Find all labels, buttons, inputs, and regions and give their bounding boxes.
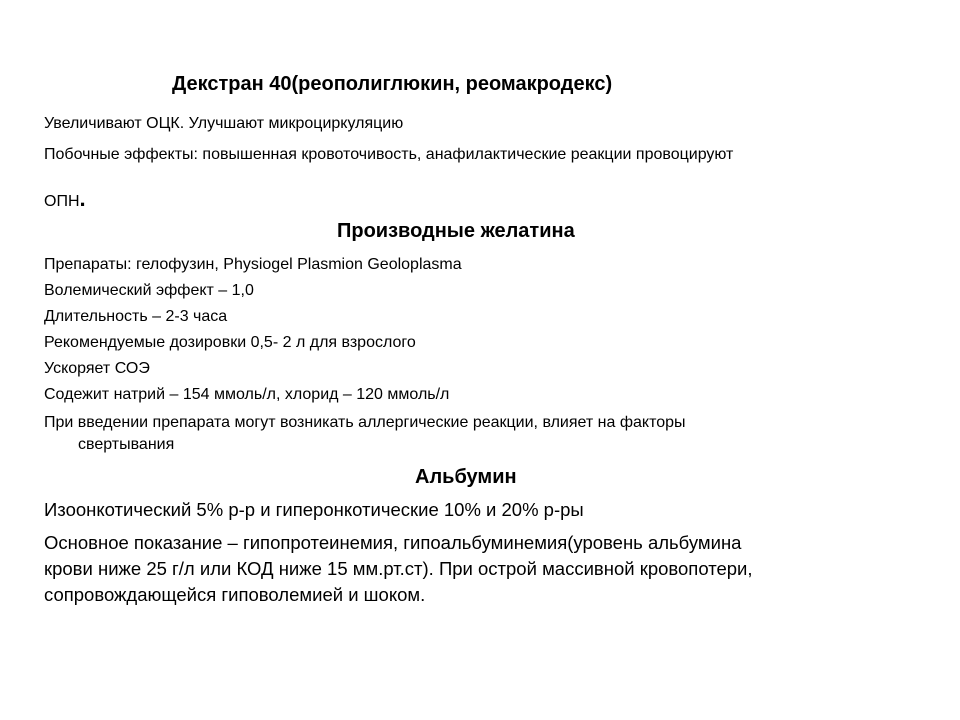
dextran-line-3-dot: . bbox=[79, 186, 86, 211]
albumin-line-1: Изоонкотический 5% р-р и гиперонкотические 10% и 20% р-ры bbox=[44, 499, 584, 520]
albumin-para-line-3: сопровождающейся гиповолемией и шоком. bbox=[44, 584, 426, 605]
dextran-line-3-text: ОПН bbox=[44, 193, 80, 210]
gelatin-item: Препараты: гелофузин, Physiogel Plasmion Geoloplasma bbox=[44, 256, 462, 273]
dextran-line-1: Увеличивают ОЦК. Улучшают микроциркуляцию bbox=[44, 115, 404, 132]
dextran-line-2: Побочные эффекты: повышенная кровоточивость, анафилактические реакции провоцируют bbox=[44, 146, 734, 163]
gelatin-item: Содежит натрий – 154 ммоль/л, хлорид – 120 ммоль/л bbox=[44, 386, 450, 403]
dextran-title: Декстран 40(реополиглюкин, реомакродекс) bbox=[172, 73, 613, 95]
gelatin-item-last-line-2: свертывания bbox=[78, 436, 175, 453]
gelatin-item: Ускоряет СОЭ bbox=[44, 360, 150, 377]
gelatin-item-last-line-1: При введении препарата могут возникать аллергические реакции, влияет на факторы bbox=[44, 414, 686, 431]
albumin-para-line-1: Основное показание – гипопротеинемия, гипоальбуминемия(уровень альбумина bbox=[44, 532, 742, 553]
albumin-title: Альбумин bbox=[415, 466, 517, 488]
gelatin-item: Длительность – 2-3 часа bbox=[44, 308, 228, 325]
dextran-line-3 bbox=[44, 186, 86, 212]
gelatin-item: Волемический эффект – 1,0 bbox=[44, 282, 254, 299]
gelatin-item: Рекомендуемые дозировки 0,5- 2 л для взрослого bbox=[44, 334, 416, 351]
albumin-para-line-2: крови ниже 25 г/л или КОД ниже 15 мм.рт.ст). При острой массивной кровопотери, bbox=[44, 558, 753, 579]
gelatin-title: Производные желатина bbox=[337, 220, 575, 242]
